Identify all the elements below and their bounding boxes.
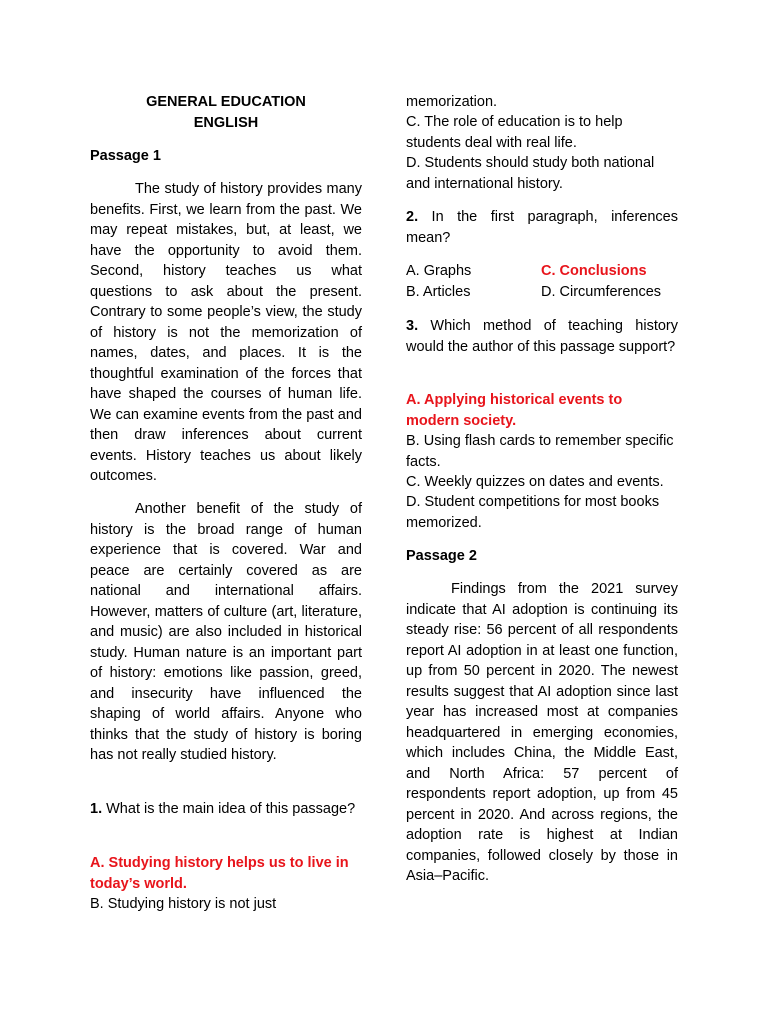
question-3-text: Which method of teaching history would the author of this passage support? <box>406 318 678 355</box>
question-2-option-a: A. Graphs <box>406 263 472 279</box>
title-line-1: GENERAL EDUCATION <box>146 94 306 110</box>
question-3-answer-a: A. Applying historical events to modern society. <box>406 392 623 429</box>
question-1-number: 1. <box>90 801 103 817</box>
passage2-heading: Passage 2 <box>406 548 477 564</box>
question-2-option-b: B. Articles <box>406 283 471 300</box>
question-1 <box>90 799 362 820</box>
question-1-option-b-end: memorization. <box>406 94 498 110</box>
question-1-text: What is the main idea of this passage? <box>106 801 356 817</box>
question-3-option-c: C. Weekly quizzes on dates and events. <box>406 474 664 490</box>
passage1-paragraph-2: Another benefit of the study of history is the broad range of human experience that is covered. War and peace are certainly covered as are national and international affairs. However, matters of culture (art, literature, and music) are also included in historical study. Human nature is an important part of history: emotions like passion, greed, and insecurity have influenced the shaping of world affairs. Anyone who thinks that the study of history is boring has not really studied history. <box>90 501 362 763</box>
question-2-options <box>406 261 678 302</box>
question-3 <box>406 316 678 357</box>
question-1-option-d: D. Students should study both national and international history. <box>406 155 655 192</box>
question-2-number: 2. <box>406 209 419 225</box>
question-3-option-b: B. Using flash cards to remember specific facts. <box>406 433 674 470</box>
document-title <box>90 92 362 133</box>
question-1-option-b-start: B. Studying history is not just <box>90 896 277 912</box>
passage1-paragraph-1: The study of history provides many benefits. First, we learn from the past. We may repeat mistakes, but, at least, we have the opportunity to avoid them. Second, history teaches us what questions to ask about the present. Contrary to some people’s view, the study of history is not the memorization of names, dates, and places. It is the thoughtful examination of the forces that have shaped the courses of human life. We can examine events from the past and then draw inferences about current events. History teaches us about likely outcomes. <box>90 181 362 484</box>
question-1-option-c: C. The role of education is to help students deal with real life. <box>406 114 623 151</box>
question-3-option-d: D. Student competitions for most books memorized. <box>406 494 660 531</box>
passage2-paragraph-1: Findings from the 2021 survey indicate that AI adoption is continuing its steady rise: 56 percent of all respondents report AI adoption in at least one function, up from 50 percent in 2020. The newest results suggest that AI adoption since last year has increased most at companies headquartered in emerging economies, which includes China, the Middle East, and North Africa: 57 percent of respondents report adoption, up from 45 percent in 2020. And across regions, the adoption rate is highest at Indian companies, followed closely by those in Asia–Pacific. <box>406 581 678 884</box>
question-2-text: In the first paragraph, inferences mean? <box>406 209 678 246</box>
question-2-answer-c: C. Conclusions <box>541 263 647 279</box>
question-2 <box>406 207 678 248</box>
question-2-option-d: D. Circumferences <box>541 283 662 300</box>
passage1-heading: Passage 1 <box>90 148 161 164</box>
title-line-2: ENGLISH <box>193 114 259 131</box>
question-3-number: 3. <box>406 318 419 334</box>
question-1-answer-a: A. Studying history helps us to live in today’s world. <box>90 855 349 892</box>
